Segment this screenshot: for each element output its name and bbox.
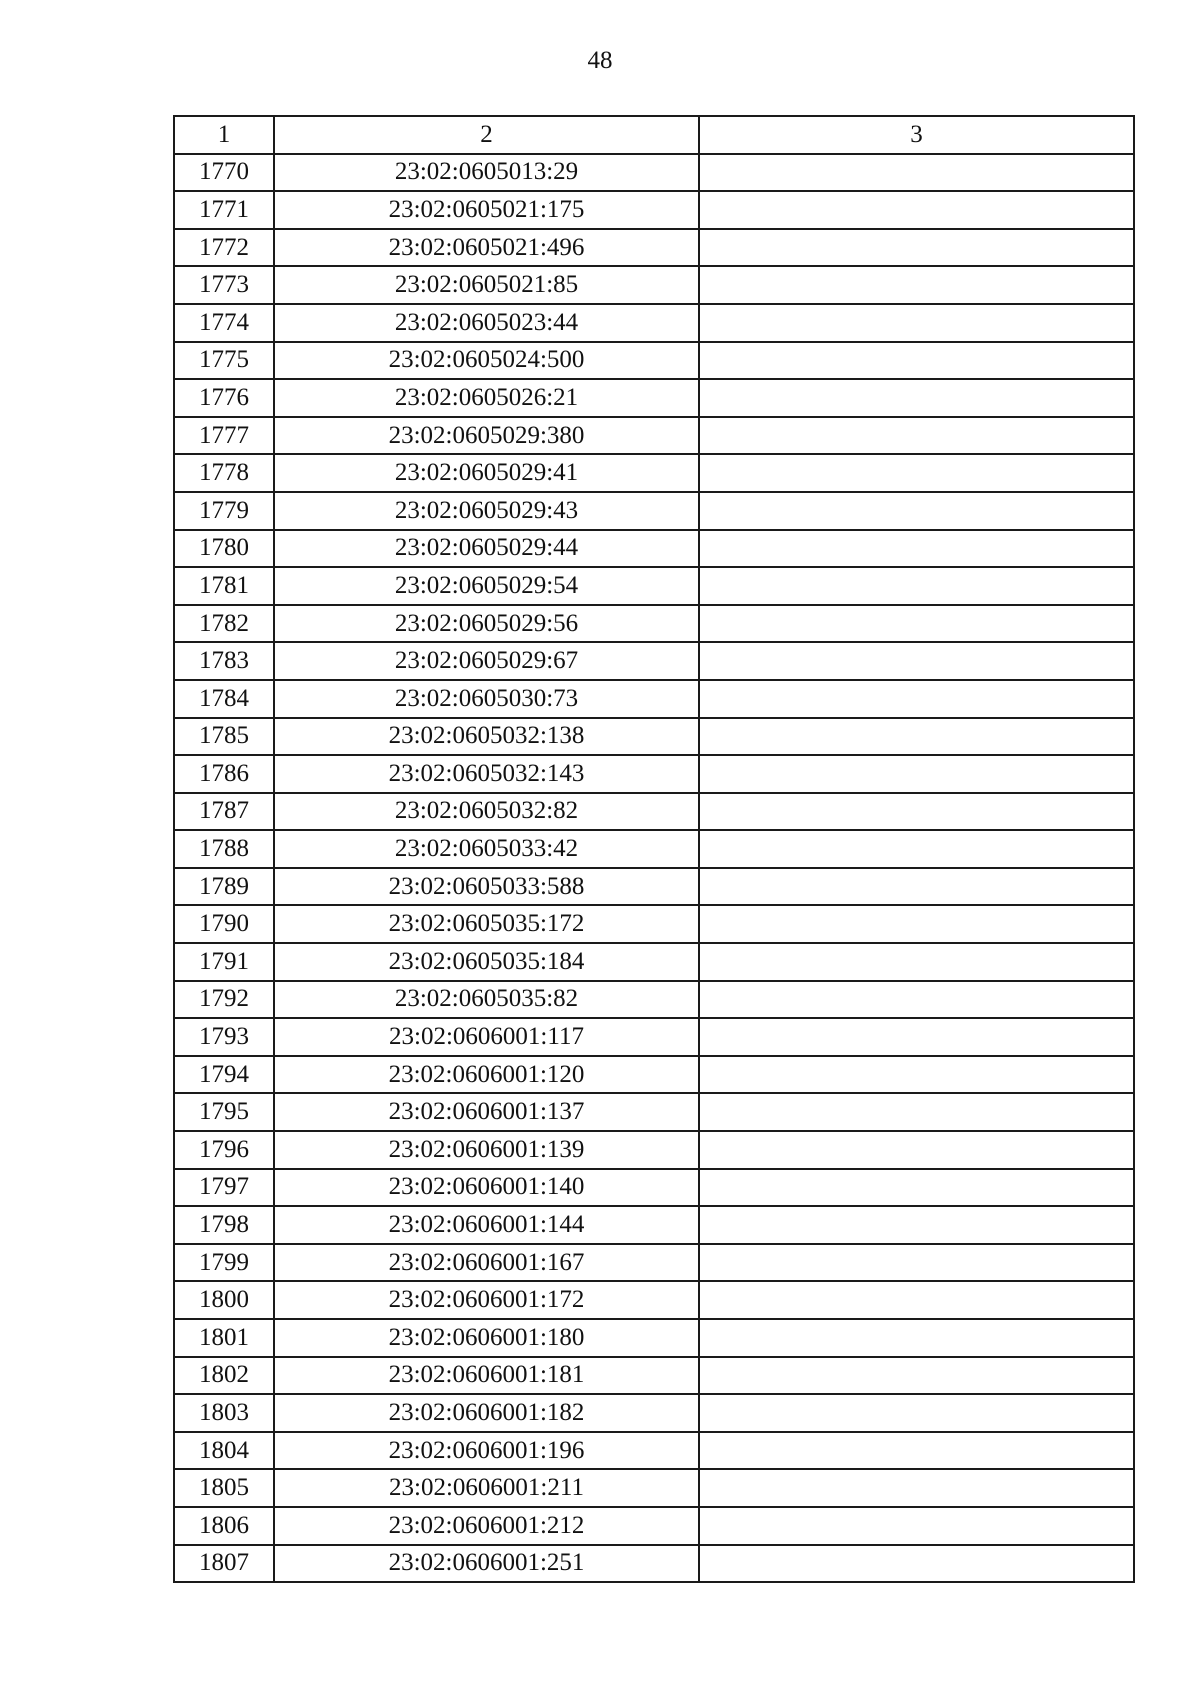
cadastral-number-cell: 23:02:0605035:172 [274, 905, 699, 943]
row-number-cell: 1806 [174, 1507, 274, 1545]
row-number-cell: 1787 [174, 793, 274, 831]
table-row [174, 642, 1134, 680]
row-number-cell: 1779 [174, 492, 274, 530]
row-number-cell: 1774 [174, 304, 274, 342]
table-header [174, 116, 1134, 154]
note-cell [699, 1469, 1134, 1507]
cadastral-number-cell: 23:02:0605029:43 [274, 492, 699, 530]
table-row [174, 1169, 1134, 1207]
table-row [174, 605, 1134, 643]
row-number-cell: 1770 [174, 154, 274, 192]
note-cell [699, 229, 1134, 267]
table-row [174, 154, 1134, 192]
note-cell [699, 266, 1134, 304]
note-cell [699, 191, 1134, 229]
cadastral-number-cell: 23:02:0606001:144 [274, 1206, 699, 1244]
note-cell [699, 567, 1134, 605]
note-cell [699, 1056, 1134, 1094]
note-cell [699, 680, 1134, 718]
note-cell [699, 642, 1134, 680]
note-cell [699, 1357, 1134, 1395]
note-cell [699, 1432, 1134, 1470]
note-cell [699, 1131, 1134, 1169]
header-column-1: 1 [174, 116, 274, 154]
row-number-cell: 1780 [174, 530, 274, 568]
row-number-cell: 1804 [174, 1432, 274, 1470]
table-row [174, 943, 1134, 981]
note-cell [699, 1545, 1134, 1583]
table-row [174, 718, 1134, 756]
table-row [174, 1507, 1134, 1545]
table-row [174, 229, 1134, 267]
table-row [174, 454, 1134, 492]
table-row [174, 1206, 1134, 1244]
table-row [174, 1056, 1134, 1094]
row-number-cell: 1782 [174, 605, 274, 643]
row-number-cell: 1802 [174, 1357, 274, 1395]
table-row [174, 1244, 1134, 1282]
cadastral-number-cell: 23:02:0606001:212 [274, 1507, 699, 1545]
note-cell [699, 943, 1134, 981]
note-cell [699, 492, 1134, 530]
note-cell [699, 417, 1134, 455]
row-number-cell: 1798 [174, 1206, 274, 1244]
table-row [174, 1469, 1134, 1507]
note-cell [699, 1093, 1134, 1131]
row-number-cell: 1805 [174, 1469, 274, 1507]
header-column-2: 2 [274, 116, 699, 154]
cadastral-number-cell: 23:02:0606001:139 [274, 1131, 699, 1169]
cadastral-number-cell: 23:02:0605021:175 [274, 191, 699, 229]
table-row [174, 680, 1134, 718]
note-cell [699, 530, 1134, 568]
cadastral-number-cell: 23:02:0606001:120 [274, 1056, 699, 1094]
cadastral-number-cell: 23:02:0606001:117 [274, 1018, 699, 1056]
table-row [174, 1357, 1134, 1395]
table-row [174, 567, 1134, 605]
table-row [174, 755, 1134, 793]
header-column-3: 3 [699, 116, 1134, 154]
row-number-cell: 1777 [174, 417, 274, 455]
row-number-cell: 1795 [174, 1093, 274, 1131]
table-row [174, 492, 1134, 530]
note-cell [699, 605, 1134, 643]
table-row [174, 1281, 1134, 1319]
cadastral-number-cell: 23:02:0605032:82 [274, 793, 699, 831]
table-row [174, 417, 1134, 455]
cadastral-number-cell: 23:02:0605013:29 [274, 154, 699, 192]
cadastral-number-cell: 23:02:0605026:21 [274, 379, 699, 417]
cadastral-number-cell: 23:02:0606001:196 [274, 1432, 699, 1470]
row-number-cell: 1788 [174, 830, 274, 868]
row-number-cell: 1796 [174, 1131, 274, 1169]
page-number: 48 [587, 47, 613, 74]
cadastral-number-cell: 23:02:0606001:140 [274, 1169, 699, 1207]
note-cell [699, 755, 1134, 793]
note-cell [699, 1281, 1134, 1319]
cadastral-number-cell: 23:02:0606001:180 [274, 1319, 699, 1357]
cadastral-number-cell: 23:02:0605033:42 [274, 830, 699, 868]
cadastral-number-cell: 23:02:0606001:251 [274, 1545, 699, 1583]
note-cell [699, 454, 1134, 492]
table-row [174, 191, 1134, 229]
note-cell [699, 1319, 1134, 1357]
cadastral-register-table [173, 115, 1135, 1583]
row-number-cell: 1793 [174, 1018, 274, 1056]
table-row [174, 1394, 1134, 1432]
row-number-cell: 1791 [174, 943, 274, 981]
table-row [174, 1131, 1134, 1169]
cadastral-number-cell: 23:02:0606001:181 [274, 1357, 699, 1395]
table-row [174, 793, 1134, 831]
note-cell [699, 1169, 1134, 1207]
table-row [174, 379, 1134, 417]
row-number-cell: 1803 [174, 1394, 274, 1432]
note-cell [699, 379, 1134, 417]
row-number-cell: 1792 [174, 981, 274, 1019]
table-row [174, 905, 1134, 943]
cadastral-number-cell: 23:02:0605021:85 [274, 266, 699, 304]
table-row [174, 981, 1134, 1019]
table-row [174, 1319, 1134, 1357]
note-cell [699, 154, 1134, 192]
table-row [174, 1432, 1134, 1470]
table-row [174, 1545, 1134, 1583]
cadastral-number-cell: 23:02:0605029:67 [274, 642, 699, 680]
row-number-cell: 1773 [174, 266, 274, 304]
row-number-cell: 1790 [174, 905, 274, 943]
row-number-cell: 1784 [174, 680, 274, 718]
table-header-row [174, 116, 1134, 154]
cadastral-number-cell: 23:02:0606001:167 [274, 1244, 699, 1282]
cadastral-number-cell: 23:02:0605029:41 [274, 454, 699, 492]
table-row [174, 342, 1134, 380]
note-cell [699, 718, 1134, 756]
note-cell [699, 1394, 1134, 1432]
note-cell [699, 1206, 1134, 1244]
table-row [174, 304, 1134, 342]
row-number-cell: 1776 [174, 379, 274, 417]
row-number-cell: 1785 [174, 718, 274, 756]
row-number-cell: 1771 [174, 191, 274, 229]
cadastral-number-cell: 23:02:0605024:500 [274, 342, 699, 380]
note-cell [699, 1018, 1134, 1056]
table-body [174, 154, 1134, 1583]
note-cell [699, 1244, 1134, 1282]
cadastral-number-cell: 23:02:0605035:82 [274, 981, 699, 1019]
cadastral-number-cell: 23:02:0606001:182 [274, 1394, 699, 1432]
row-number-cell: 1775 [174, 342, 274, 380]
table-row [174, 266, 1134, 304]
table-row [174, 830, 1134, 868]
row-number-cell: 1807 [174, 1545, 274, 1583]
note-cell [699, 830, 1134, 868]
row-number-cell: 1800 [174, 1281, 274, 1319]
cadastral-number-cell: 23:02:0605029:56 [274, 605, 699, 643]
cadastral-number-cell: 23:02:0605021:496 [274, 229, 699, 267]
row-number-cell: 1789 [174, 868, 274, 906]
cadastral-number-cell: 23:02:0605035:184 [274, 943, 699, 981]
cadastral-number-cell: 23:02:0605029:54 [274, 567, 699, 605]
note-cell [699, 868, 1134, 906]
cadastral-number-cell: 23:02:0606001:211 [274, 1469, 699, 1507]
row-number-cell: 1781 [174, 567, 274, 605]
cadastral-number-cell: 23:02:0605032:138 [274, 718, 699, 756]
note-cell [699, 304, 1134, 342]
note-cell [699, 342, 1134, 380]
table-row [174, 1018, 1134, 1056]
note-cell [699, 981, 1134, 1019]
row-number-cell: 1794 [174, 1056, 274, 1094]
row-number-cell: 1772 [174, 229, 274, 267]
note-cell [699, 905, 1134, 943]
table-row [174, 530, 1134, 568]
note-cell [699, 793, 1134, 831]
cadastral-number-cell: 23:02:0605033:588 [274, 868, 699, 906]
note-cell [699, 1507, 1134, 1545]
table-row [174, 868, 1134, 906]
row-number-cell: 1778 [174, 454, 274, 492]
cadastral-number-cell: 23:02:0605029:44 [274, 530, 699, 568]
cadastral-number-cell: 23:02:0605029:380 [274, 417, 699, 455]
cadastral-number-cell: 23:02:0605032:143 [274, 755, 699, 793]
table-row [174, 1093, 1134, 1131]
cadastral-number-cell: 23:02:0606001:172 [274, 1281, 699, 1319]
cadastral-number-cell: 23:02:0605023:44 [274, 304, 699, 342]
row-number-cell: 1797 [174, 1169, 274, 1207]
cadastral-number-cell: 23:02:0605030:73 [274, 680, 699, 718]
row-number-cell: 1799 [174, 1244, 274, 1282]
row-number-cell: 1801 [174, 1319, 274, 1357]
row-number-cell: 1783 [174, 642, 274, 680]
cadastral-number-cell: 23:02:0606001:137 [274, 1093, 699, 1131]
row-number-cell: 1786 [174, 755, 274, 793]
